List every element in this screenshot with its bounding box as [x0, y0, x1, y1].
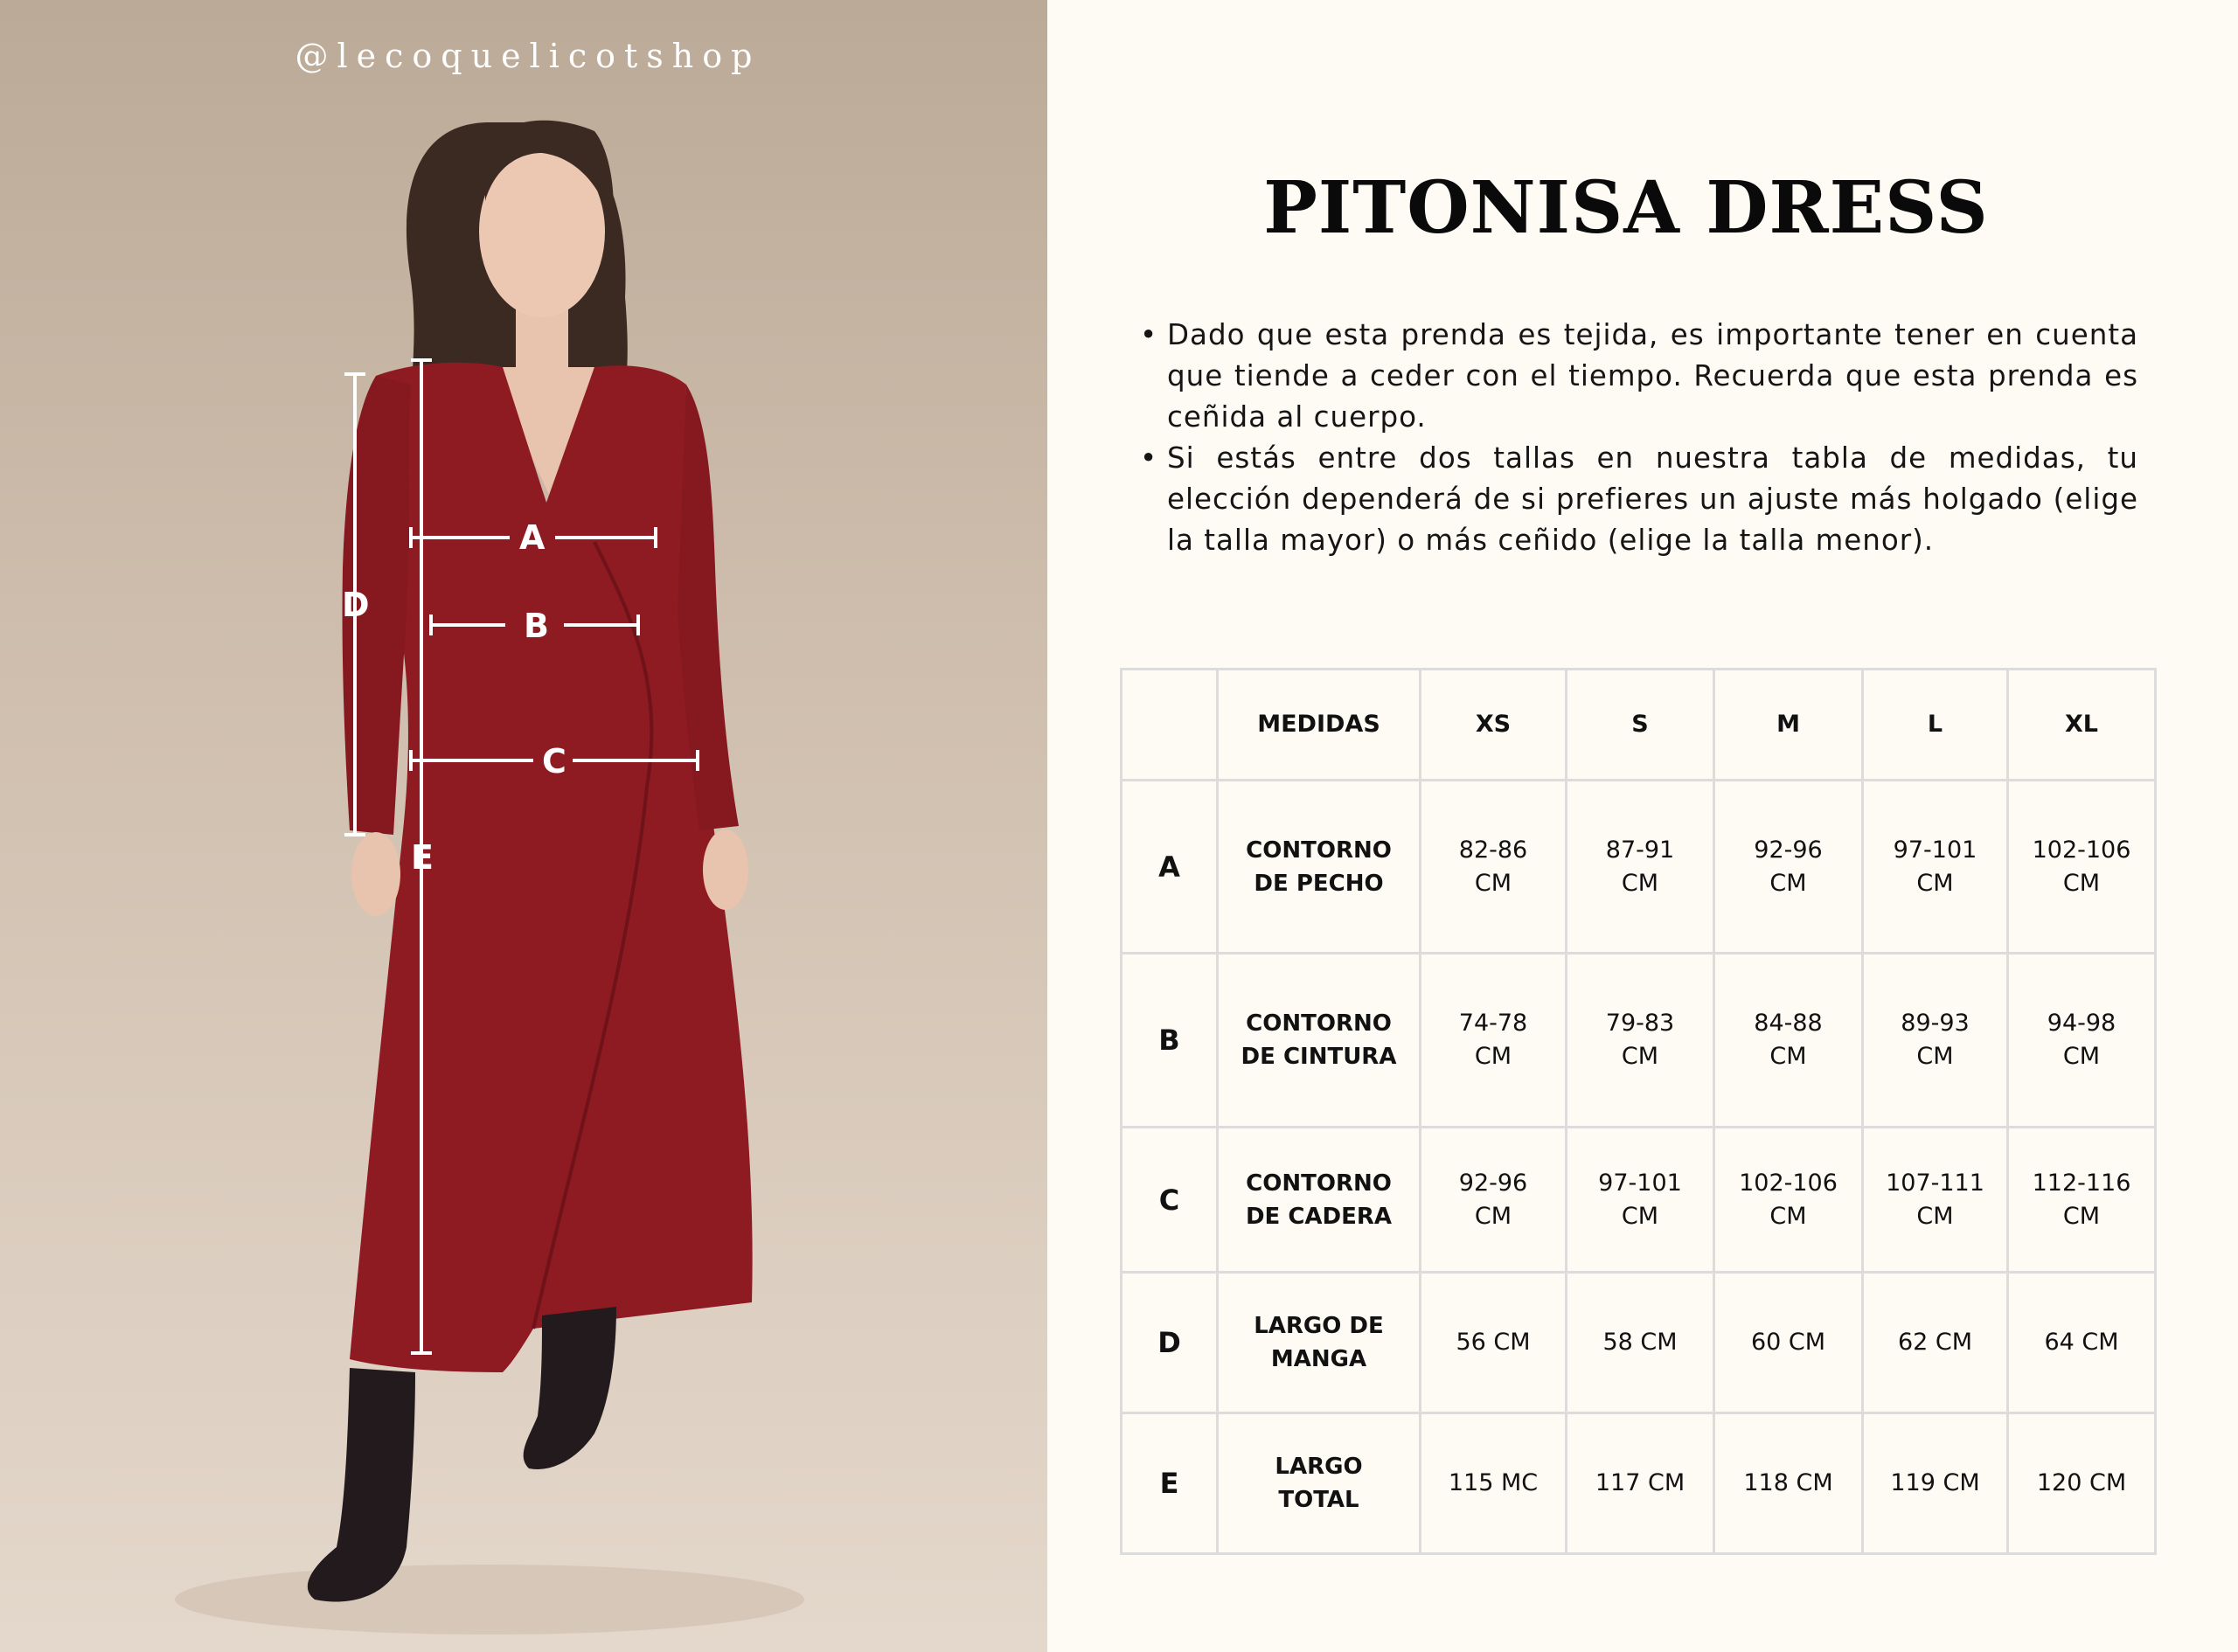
size-value-cell [1863, 781, 2008, 954]
size-value-line: CM [1769, 869, 1807, 897]
shop-handle: @lecoquelicotshop [295, 37, 761, 75]
size-value-line: 56 CM [1456, 1329, 1531, 1356]
size-value-cell [1714, 1128, 1863, 1273]
measure-name [1218, 1128, 1421, 1273]
size-value-line: 115 MC [1448, 1469, 1539, 1496]
size-value-line: 117 CM [1595, 1469, 1685, 1496]
size-value-line: 62 CM [1897, 1329, 1973, 1356]
measure-name-line: CONTORNO [1246, 1010, 1392, 1037]
size-value-line: 84-88 [1754, 1010, 1823, 1037]
size-value-line: 119 CM [1890, 1469, 1980, 1496]
size-value-cell [1567, 1413, 1714, 1554]
size-value-line: 64 CM [2044, 1329, 2119, 1356]
size-value-cell [1714, 781, 1863, 954]
size-value-line: 58 CM [1602, 1329, 1678, 1356]
size-value-cell [1714, 1413, 1863, 1554]
size-value-line: CM [2062, 1043, 2101, 1070]
care-notes [1136, 315, 2138, 561]
measure-name-line: CONTORNO [1246, 836, 1392, 864]
size-value-line: 79-83 [1605, 1010, 1675, 1037]
note-knit: • Dado que esta prenda es tejida, es importante tener en cuenta que tiende a ceder con el tiempo. Recuerda que esta prenda es ceñida al cuerpo. [1136, 315, 2138, 438]
size-value-line: CM [2062, 1202, 2101, 1230]
row-key: E [1122, 1413, 1218, 1554]
table-row [1122, 781, 2156, 954]
size-value-cell [1567, 1128, 1714, 1273]
measure-label-c: C [542, 742, 566, 781]
size-value-line: CM [1769, 1202, 1807, 1230]
row-key: C [1122, 1128, 1218, 1273]
size-value-line: 89-93 [1901, 1010, 1970, 1037]
size-value-line: 118 CM [1743, 1469, 1833, 1496]
size-value-line: 97-101 [1598, 1169, 1682, 1197]
measure-label-d: D [342, 586, 370, 624]
size-value-cell [2008, 781, 2156, 954]
measure-name-line: LARGO DE [1254, 1313, 1384, 1339]
measure-name-line: LARGO [1275, 1454, 1363, 1480]
size-value-line: CM [1474, 869, 1512, 897]
size-value-line: CM [1474, 1043, 1512, 1070]
size-value-line: 112-116 [2032, 1169, 2131, 1197]
size-value-cell [1714, 1273, 1863, 1413]
size-value-cell [1421, 1413, 1567, 1554]
table-row [1122, 954, 2156, 1128]
size-value-line: 74-78 [1458, 1010, 1528, 1037]
header-cell-medidas: MEDIDAS [1218, 670, 1421, 781]
model-illustration [0, 0, 1047, 1652]
size-value-line: CM [1916, 1043, 1954, 1070]
size-value-line: CM [1621, 1043, 1659, 1070]
size-value-cell [1421, 1273, 1567, 1413]
product-title: PITONISA DRESS [1263, 166, 1989, 250]
header-cell-empty [1122, 670, 1218, 781]
table-body [1122, 781, 2156, 1554]
measure-name [1218, 954, 1421, 1128]
header-cell-l: L [1863, 670, 2008, 781]
size-value-cell [1863, 954, 2008, 1128]
size-value-line: 60 CM [1750, 1329, 1826, 1356]
header-cell-xl: XL [2008, 670, 2156, 781]
size-value-line: CM [1916, 869, 1954, 897]
size-value-cell [1714, 954, 1863, 1128]
size-value-cell [1863, 1413, 2008, 1554]
size-value-line: 102-106 [2032, 836, 2131, 864]
size-value-cell [2008, 954, 2156, 1128]
size-value-cell [1863, 1128, 2008, 1273]
size-value-cell [2008, 1128, 2156, 1273]
note-size-choice: • Si estás entre dos tallas en nuestra tabla de medidas, tu elección dependerá de si prefieres un ajuste más holgado (elige la talla mayor) o más ceñido (elige la talla menor). [1136, 438, 2138, 561]
size-value-line: CM [1474, 1202, 1512, 1230]
size-chart-table [1120, 668, 2157, 1555]
measure-name-line: DE CADERA [1245, 1203, 1393, 1230]
measure-name-line: DE CINTURA [1241, 1044, 1397, 1070]
size-value-line: CM [1769, 1043, 1807, 1070]
boot-left [308, 1368, 415, 1602]
size-value-line: 92-96 [1754, 836, 1823, 864]
size-value-cell [1421, 781, 1567, 954]
size-value-cell [1421, 954, 1567, 1128]
measure-name-line: MANGA [1270, 1346, 1367, 1372]
measure-name [1218, 1413, 1421, 1554]
measure-name [1218, 1273, 1421, 1413]
table-header-row [1122, 670, 2156, 781]
size-value-line: CM [1621, 869, 1659, 897]
size-value-line: 120 CM [2036, 1469, 2127, 1496]
table-row [1122, 1413, 2156, 1554]
measure-label-e: E [411, 838, 434, 877]
size-value-cell [1567, 781, 1714, 954]
size-value-cell [1567, 954, 1714, 1128]
size-value-cell [1567, 1273, 1714, 1413]
row-key: D [1122, 1273, 1218, 1413]
size-value-line: 82-86 [1458, 836, 1528, 864]
size-value-line: 94-98 [2047, 1010, 2116, 1037]
size-value-line: CM [1621, 1202, 1659, 1230]
size-value-cell [2008, 1273, 2156, 1413]
product-photo [0, 0, 1047, 1652]
size-value-cell [1421, 1128, 1567, 1273]
size-value-line: 107-111 [1886, 1169, 1984, 1197]
size-value-line: 92-96 [1458, 1169, 1528, 1197]
header-cell-s: S [1567, 670, 1714, 781]
measure-name [1218, 781, 1421, 954]
size-value-line: CM [2062, 869, 2101, 897]
size-value-cell [2008, 1413, 2156, 1554]
size-value-line: 97-101 [1893, 836, 1977, 864]
measure-label-b: B [524, 607, 549, 645]
boot-right [524, 1307, 616, 1469]
table-row [1122, 1273, 2156, 1413]
row-key: A [1122, 781, 1218, 954]
size-value-line: CM [1916, 1202, 1954, 1230]
size-value-cell [1863, 1273, 2008, 1413]
measure-name-line: CONTORNO [1246, 1170, 1392, 1197]
table-row [1122, 1128, 2156, 1273]
header-cell-xs: XS [1421, 670, 1567, 781]
measure-label-a: A [519, 518, 546, 557]
size-value-line: 102-106 [1739, 1169, 1838, 1197]
size-value-line: 87-91 [1605, 836, 1675, 864]
header-cell-m: M [1714, 670, 1863, 781]
row-key: B [1122, 954, 1218, 1128]
measure-name-line: DE PECHO [1254, 870, 1384, 897]
measure-name-line: TOTAL [1278, 1487, 1359, 1513]
